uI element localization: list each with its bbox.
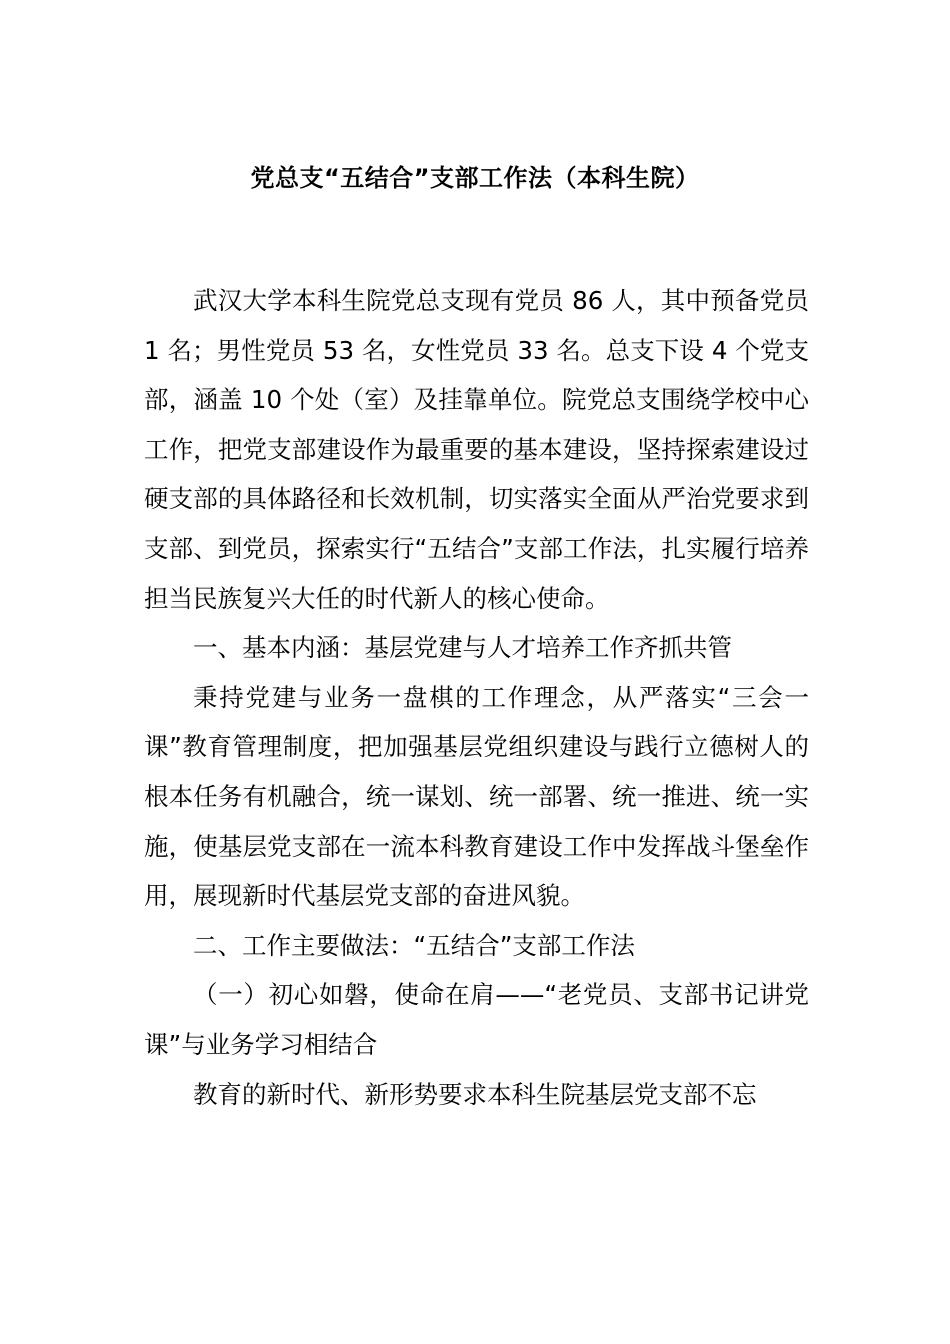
subheading-item-1: （一）初心如磐，使命在肩——“老党员、支部书记讲党课”与业务学习相结合 — [144, 980, 809, 1059]
paragraph-item-1: 教育的新时代、新形势要求本科生院基层党支部不忘 — [193, 1079, 757, 1109]
heading-section-2: 二、工作主要做法：“五结合”支部工作法 — [193, 930, 635, 960]
heading-section-1: 一、基本内涵：基层党建与人才培养工作齐抓共管 — [193, 633, 732, 663]
document-title: 党总支“五结合”支部工作法（本科生院） — [250, 164, 700, 192]
paragraph-section-1: 秉持党建与业务一盘棋的工作理念，从严落实“三会一课”教育管理制度，把加强基层党组织建设与践行立德树人的根本任务有机融合，统一谋划、统一部署、统一推进、统一实施，使基层党支部在一流本科教育建设工作中发挥战斗堡垒作用，展现新时代基层党支部的奋进风貌。 — [144, 682, 809, 911]
paragraph-intro: 武汉大学本科生院党总支现有党员 86 人，其中预备党员 1 名；男性党员 53 名，女性党员 33 名。总支下设 4 个党支部，涵盖 10 个处（室）及挂靠单位。院党总支围绕学校中心工作，把党支部建设作为最重要的基本建设，坚持探索建设过硬支部的具体路径和长效机制，切实落实全面从严治党要求到支部、到党员，探索实行“五结合”支部工作法，扎实履行培养担当民族复兴大任的时代新人的核心使命。 — [144, 286, 809, 613]
document-body — [144, 276, 809, 1119]
